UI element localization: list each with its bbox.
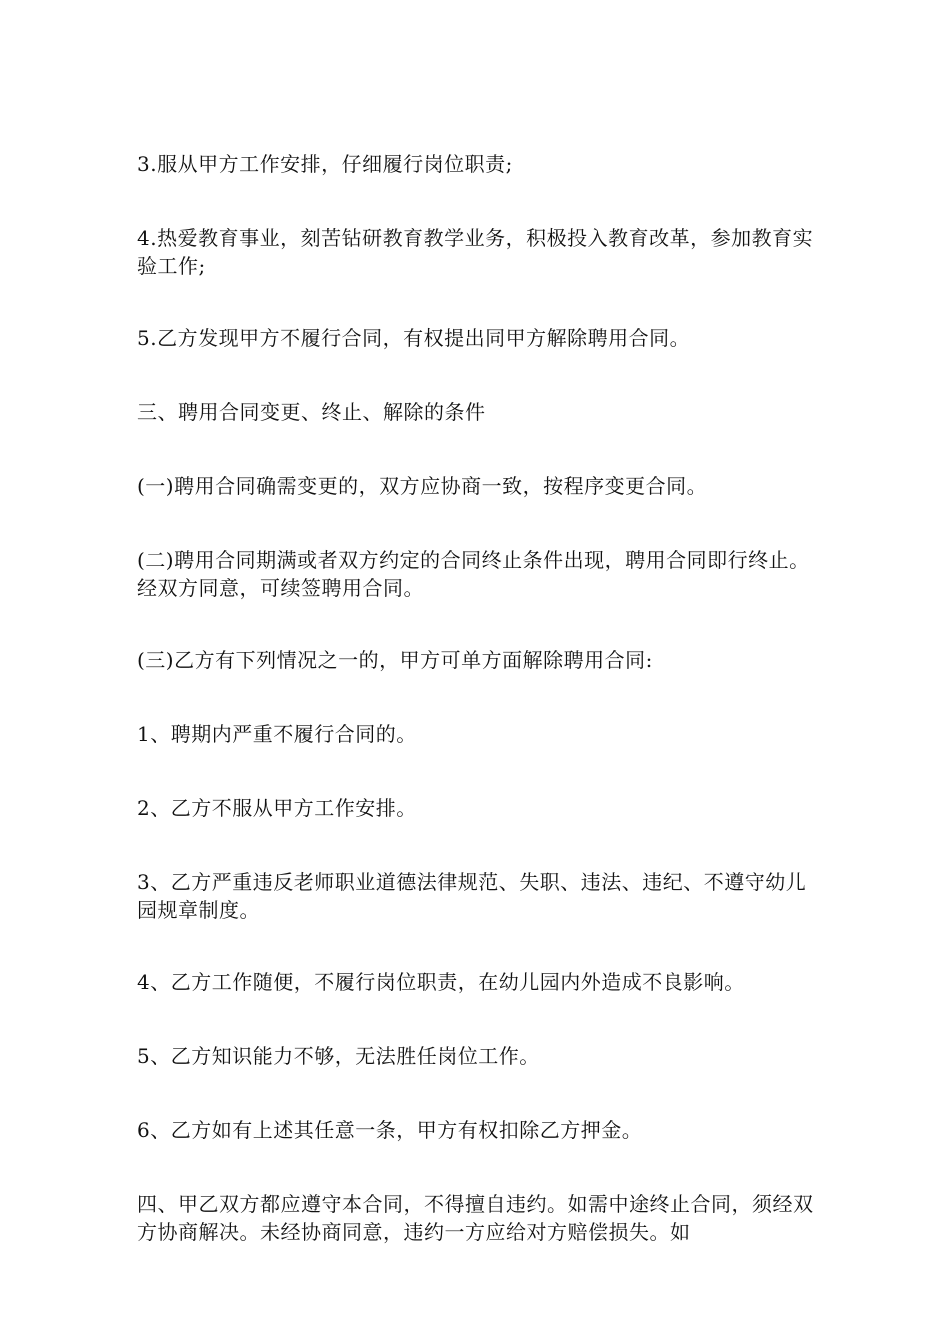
list-item-6: 6、乙方如有上述其任意一条，甲方有权扣除乙方押金。 (137, 1118, 643, 1142)
section-heading-4: 四、甲乙双方都应遵守本合同，不得擅自违约。如需中途终止合同，须经双方协商解决。未经协商同意，违约一方应给对方赔偿损失。如 (137, 1192, 814, 1244)
paragraph-duty-4: 4.热爱教育事业，刻苦钻研教育教学业务，积极投入教育改革，参加教育实验工作; (137, 226, 814, 278)
paragraph-duty-3: 3.服从甲方工作安排，仔细履行岗位职责; (137, 152, 513, 176)
paragraph-clause-1: (一)聘用合同确需变更的，双方应协商一致，按程序变更合同。 (137, 474, 708, 498)
paragraph-clause-2: (二)聘用合同期满或者双方约定的合同终止条件出现，聘用合同即行终止。经双方同意，可续签聘用合同。 (137, 548, 810, 600)
list-item-3: 3、乙方严重违反老师职业道德法律规范、失职、违法、违纪、不遵守幼儿园规章制度。 (137, 870, 807, 922)
list-item-5: 5、乙方知识能力不够，无法胜任岗位工作。 (137, 1044, 540, 1068)
paragraph-duty-5: 5.乙方发现甲方不履行合同，有权提出同甲方解除聘用合同。 (137, 326, 691, 350)
list-item-2: 2、乙方不服从甲方工作安排。 (137, 796, 417, 820)
paragraph-clause-3: (三)乙方有下列情况之一的，甲方可单方面解除聘用合同: (137, 648, 653, 672)
section-heading-3: 三、聘用合同变更、终止、解除的条件 (137, 400, 486, 424)
list-item-1: 1、聘期内严重不履行合同的。 (137, 722, 417, 746)
list-item-4: 4、乙方工作随便，不履行岗位职责，在幼儿园内外造成不良影响。 (137, 970, 745, 994)
